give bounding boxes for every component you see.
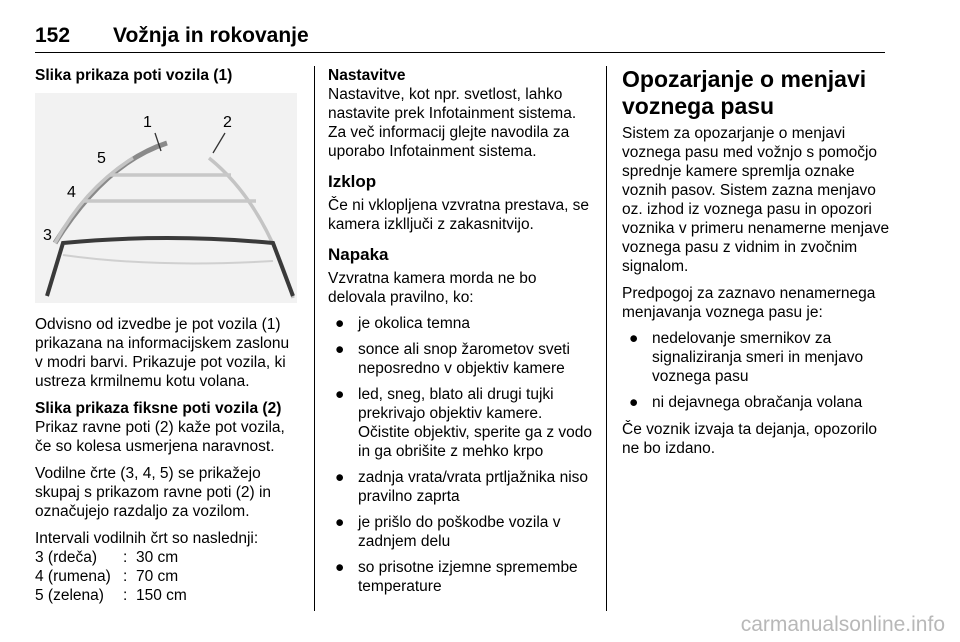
list-item: ● sonce ali snop žarometov sveti neposredno v objektiv kamere	[335, 341, 570, 377]
fault-list	[328, 314, 594, 596]
heading-settings: Nastavitve	[328, 67, 406, 84]
rear-camera-figure	[35, 93, 297, 303]
paragraph-guide-lines: Vodilne črte (3, 4, 5) se prikažejo skupaj s prikazom ravne poti (2) in označujejo razdaljo za vozilom.	[35, 465, 272, 520]
list-item: ● je okolica temna	[335, 315, 471, 332]
guide-line-3	[47, 238, 293, 296]
bullet-icon: ●	[335, 514, 345, 531]
watermark: carmanualsonline.info	[740, 613, 945, 636]
list-item: ● zadnja vrata/vrata prtljažnika niso pravilno zaprta	[335, 469, 589, 505]
list-item: ● je prišlo do poškodbe vozila v zadnjem delu	[335, 514, 561, 550]
bullet-icon: ●	[335, 559, 345, 576]
column-divider	[606, 66, 607, 611]
list-item: ● nedelovanje smernikov za signaliziranja smeri in menjavo voznega pasu	[629, 330, 864, 385]
paragraph-fixed-path: Prikaz ravne poti (2) kaže pot vozila, če so kolesa usmerjena naravnost.	[35, 419, 285, 455]
interval-separator: :	[123, 568, 128, 585]
interval-value: 70 cm	[136, 568, 179, 585]
figure-label-3: 3	[43, 227, 52, 244]
figure-label-2: 2	[223, 114, 232, 131]
heading-lane-departure: Opozarjanje o menjavi voznega pasu	[622, 66, 867, 119]
list-item: ● led, sneg, blato ali drugi tujki prekrivajo objektiv kamere. Očistite objektiv, sperite ga z vodo in ga obrišite z mehko krpo	[335, 386, 593, 460]
guide-lines-illustration	[35, 93, 297, 303]
bullet-icon: ●	[335, 469, 345, 486]
page-number: 152	[35, 24, 71, 47]
column-divider	[314, 66, 315, 611]
bullet-icon: ●	[629, 394, 639, 411]
figure-label-4: 4	[67, 184, 76, 201]
paragraph-no-warning: Če voznik izvaja ta dejanja, opozorilo ne bo izdano.	[622, 421, 878, 457]
figure-label-5: 5	[97, 150, 106, 167]
interval-separator: :	[123, 587, 128, 604]
figure-label-1: 1	[143, 114, 152, 131]
bullet-icon: ●	[629, 330, 639, 347]
column-2	[328, 66, 594, 596]
table-row	[35, 567, 187, 586]
paragraph-settings: Nastavitve, kot npr. svetlost, lahko nastavite prek Infotainment sistema. Za več informacij glejte navodila za uporabo Infotainment sistema.	[328, 86, 577, 160]
column-3	[622, 66, 890, 458]
paragraph-precondition: Predpogoj za zaznavo nenamernega menjavanja voznega pasu je:	[622, 285, 876, 321]
paragraph-lane-system: Sistem za opozarjanje o menjavi voznega pasu med vožnjo s pomočjo sprednje kamere spremlja oznake voznih pasov. Sistem zazna menjavo oz. izhod iz voznega pasu in opozori voznika v primeru nenamerne menjave voznega pasu z vidnim in zvočnim signalom.	[622, 125, 890, 275]
leader-2	[213, 133, 225, 153]
list-item: ● ni dejavnega obračanja volana	[629, 394, 863, 411]
intervals-table	[35, 548, 187, 605]
heading-switch-off: Izklop	[328, 172, 377, 191]
paragraph-fault: Vzvratna kamera morda ne bo delovala pravilno, ko:	[328, 270, 537, 306]
heading-fixed-path: Slika prikaza fiksne poti vozila (2)	[35, 400, 282, 417]
list-item: ● so prisotne izjemne spremembe temperature	[335, 559, 578, 595]
table-row	[35, 586, 187, 605]
bullet-icon: ●	[335, 341, 345, 358]
interval-label: 3 (rdeča)	[35, 549, 98, 566]
table-row	[35, 548, 187, 567]
fixed-path-right-line	[209, 158, 293, 298]
paragraph-intervals: Intervali vodilnih črt so naslednji:	[35, 530, 259, 547]
interval-separator: :	[123, 549, 128, 566]
page-title: Vožnja in rokovanje	[113, 24, 309, 47]
path-curve	[63, 255, 273, 263]
interval-value: 30 cm	[136, 549, 179, 566]
interval-value: 150 cm	[136, 587, 187, 604]
column-1	[35, 66, 297, 605]
interval-label: 5 (zelena)	[35, 587, 104, 604]
page-header	[35, 22, 885, 53]
bullet-icon: ●	[335, 386, 345, 403]
paragraph-vehicle-path: Odvisno od izvedbe je pot vozila (1) prikazana na informacijskem zaslonu v modri barvi. Prikazuje pot vozila, ki ustreza krmilnemu kotu volana.	[35, 316, 290, 390]
paragraph-switch-off: Če ni vklopljena vzvratna prestava, se kamera izklljuči z zakasnitvijo.	[328, 197, 590, 233]
interval-label: 4 (rumena)	[35, 568, 111, 585]
heading-fault: Napaka	[328, 245, 389, 264]
heading-vehicle-path: Slika prikaza poti vozila (1)	[35, 67, 233, 84]
bullet-icon: ●	[335, 315, 345, 332]
precondition-list	[622, 329, 890, 412]
